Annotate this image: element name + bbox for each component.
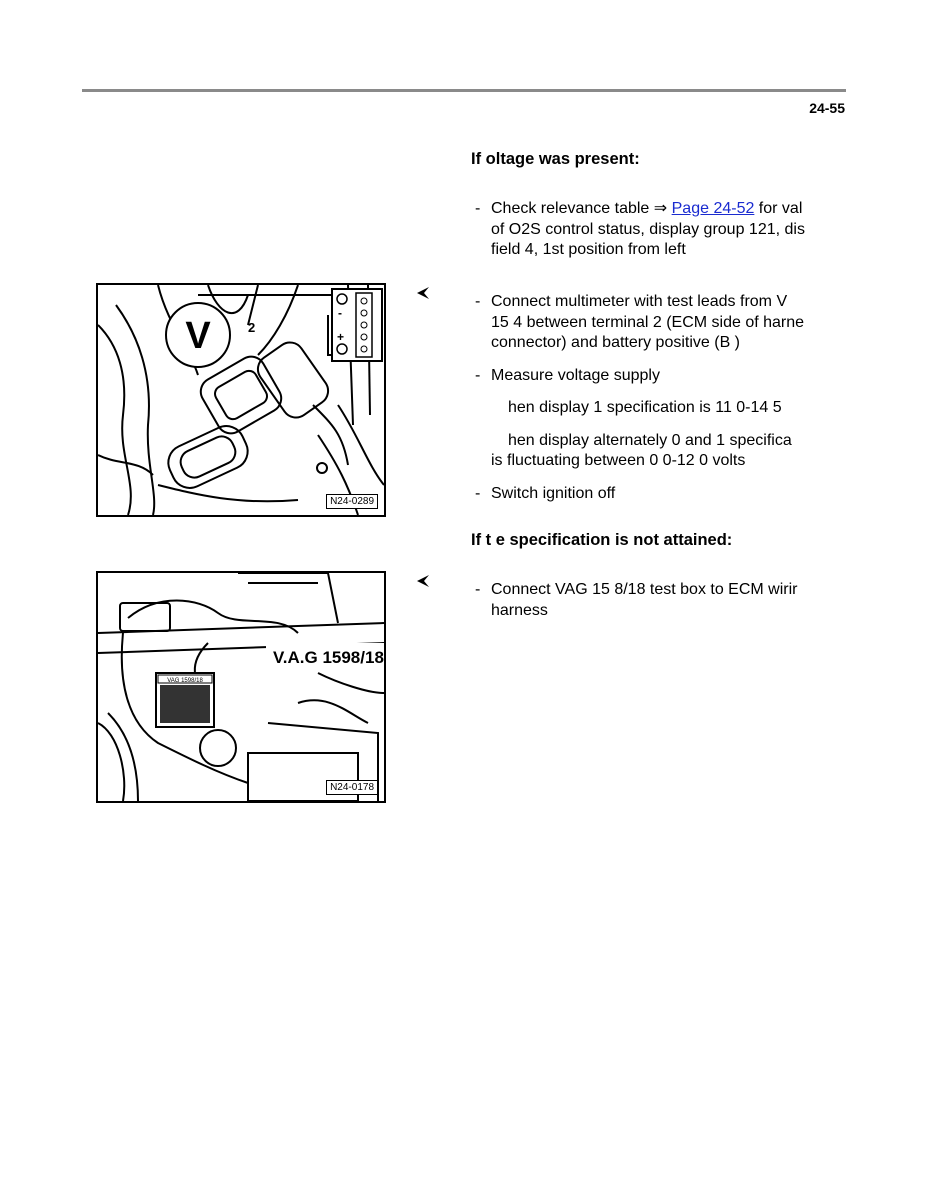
step-line: 15 4 between terminal 2 (ECM side of harne (491, 313, 805, 331)
connector-pinout-icon (332, 289, 382, 361)
step-line: harness (491, 601, 548, 619)
section-heading-voltage-present: If oltage was present: (471, 150, 640, 168)
test-box-illustration (98, 573, 384, 801)
top-rule (82, 89, 846, 92)
arrow-right-icon: ⇒ (653, 200, 668, 217)
step-line: of O2S control status, display group 121, dis (491, 220, 805, 238)
page-number: 24-55 (809, 100, 845, 116)
figure-test-box (96, 571, 386, 803)
step-text: Check relevance table (491, 200, 654, 217)
svg-text:+: + (337, 330, 345, 344)
figure-code: N24-0178 (326, 780, 378, 795)
tool-label: V.A.G 1598/18 (273, 648, 384, 667)
step-ignition-off: - Switch ignition off (475, 484, 616, 502)
connector-illustration (98, 285, 384, 515)
step-line: connector) and battery positive (B ) (491, 334, 741, 351)
step-text-cont: for val (754, 200, 803, 217)
figure-code: N24-0289 (326, 494, 378, 509)
step-connect-test-box: - Connect VAG 15 8/18 test box to ECM wirir harness (475, 580, 847, 621)
step-measure-voltage: - Measure voltage supply (475, 366, 660, 384)
step-connect-multimeter: - Connect multimeter with test leads from V (475, 293, 788, 310)
page-link[interactable]: Page 24-52 (671, 200, 755, 217)
step-display-1: hen display 1 specification is 11 0-14 5 (508, 399, 782, 416)
figure-pointer-icon (416, 574, 432, 588)
step-line: is fluctuating between 0 0-12 0 volts (491, 452, 746, 469)
steps-multimeter (475, 292, 847, 504)
test-box-icon (156, 673, 214, 727)
figure-connector-voltage (96, 283, 386, 517)
figure-pointer-icon (416, 286, 432, 300)
step-display-alternate: hen display alternately 0 and 1 specifica (508, 431, 792, 449)
section-heading-not-attained: If t e specification is not attained: (471, 531, 733, 549)
step-line: field 4, 1st position from left (491, 241, 686, 258)
step-dash: - (475, 200, 481, 217)
step-check-relevance (475, 199, 847, 261)
voltmeter-label: V (185, 315, 211, 357)
terminal-label: 2 (248, 320, 256, 335)
svg-text:-: - (338, 306, 342, 320)
svg-text:VAG 1598/18: VAG 1598/18 (167, 678, 203, 684)
